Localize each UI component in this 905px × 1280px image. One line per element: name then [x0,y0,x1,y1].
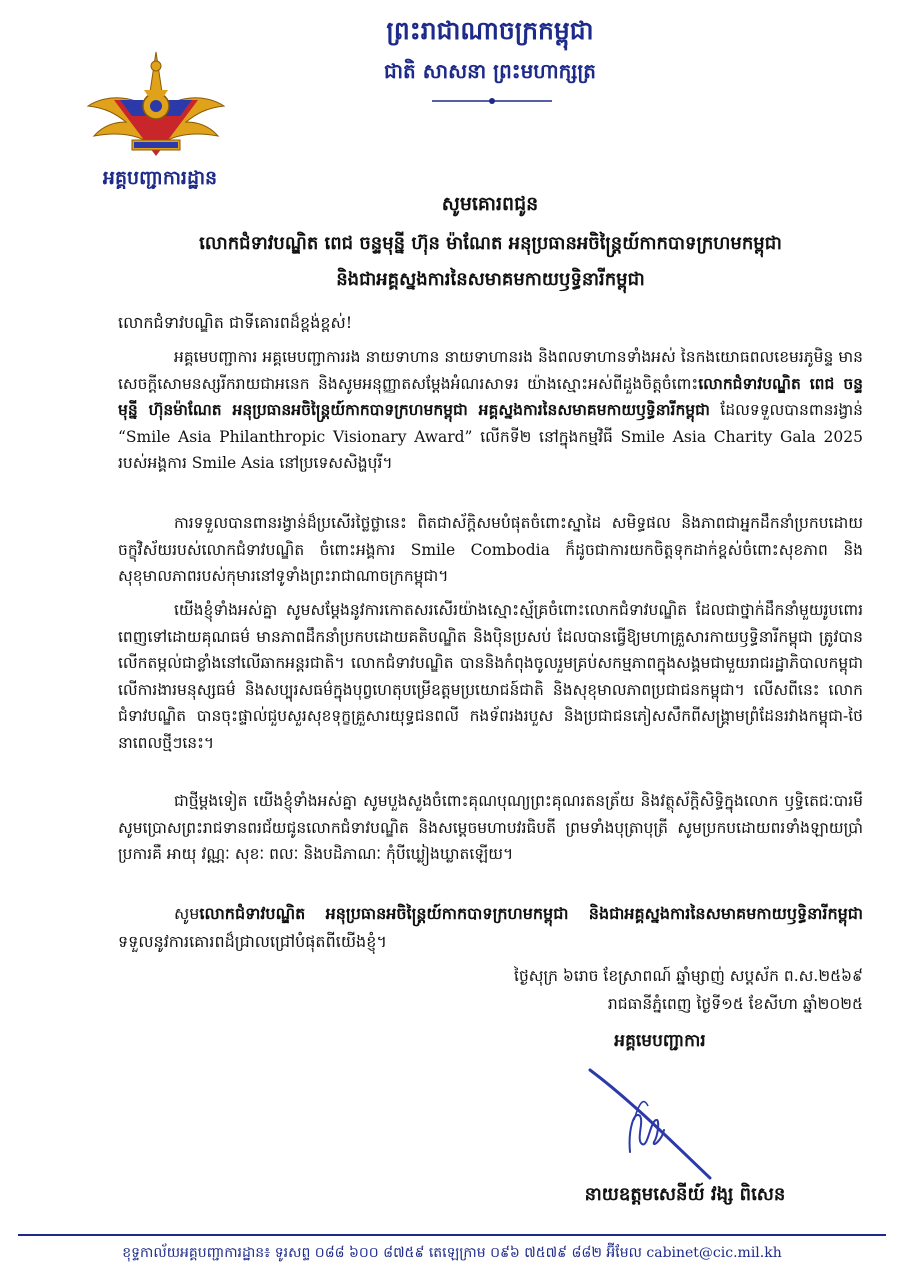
recipient-line-2: និងជាអគ្គស្នងការនៃសមាគមកាយឫទ្ធិនារីកម្ពុជា [336,269,645,290]
paragraph-4: ជាថ្មីម្តងទៀត យើងខ្ញុំទាំងអស់គ្នា សូមបួងសួងចំពោះគុណបុណ្យព្រះគុណរតនត្រ័យ និងវត្ថុស័ក្តិសិទ្ធិក្នុងលោក ឫទ្ធិតេជៈបារមី សូមប្រោសព្រះរាជទានពរជ័យជូនលោកជំទាវបណ្ឌិត និងសម្តេចមហាបវរធិបតី ព្រមទាំងបុត្រាបុត្រី សូមប្រកបដោយពរទាំងឡាយប្រាំប្រការគឺ អាយុ វណ្ណៈ សុខៈ ពលៈ និងបដិភាណៈ កុំបីឃ្លៀងឃ្លាតឡើយ។ [118,792,863,863]
paragraph-1 [118,344,863,477]
footer-contact: ខុទ្ទកាល័យអគ្គបញ្ជាការដ្ឋាន៖ ទូរសព្ទ ០៨៨ ៦០០ ៨៧៥៩ តេឡេក្រាម ០៩៦ ៧៥៧៩ ៨៨២ អ៊ីមែល cabinet@cic.mil.kh [122,1245,782,1261]
paragraph-2: ការទទួលបានពានរង្វាន់ដ៏ប្រសើរថ្លៃថ្លានេះ ពិតជាស័ក្តិសមបំផុតចំពោះស្នាដៃ សមិទ្ធផល និងភាពជាអ្នកដឹកនាំប្រកបដោយចក្ខុវិស័យរបស់លោកជំទាវបណ្ឌិត ចំពោះអង្គការ Smile Combodia ក៏ដូចជាការយកចិត្តទុកដាក់ខ្ពស់ចំពោះសុខភាព និងសុខុមាលភាពរបស់កុមារនៅទូទាំងព្រះរាជាណាចក្រកម្ពុជា។ [118,514,863,585]
recipient-block [118,226,863,298]
paragraph-5-text-b: ទទួលនូវការគោរពដ៏ជ្រាលជ្រៅបំផុតពីយើងខ្ញុំ។ [118,932,387,951]
solar-date: រាជធានីភ្នំពេញ ថ្ងៃទី១៥ ខែសីហា ឆ្នាំ២០២៥ [607,995,863,1013]
paragraph-5 [118,900,863,956]
royal-military-emblem-icon [86,44,226,166]
footer-divider [18,1234,886,1236]
signer-title: អគ្គមេបញ្ជាការ [614,1031,706,1051]
paragraph-1-bold: លោកជំទាវបណ្ឌិត ពេជ ចន្ទមុន្នី ហ៊ុនម៉ាណែត អនុប្រធានអចិន្ត្រៃយ៍កាកបាទក្រហមកម្ពុជា អគ្គស្នងការនៃសមាគមកាយឫទ្ធិនារីកម្ពុជា [118,373,863,419]
handwritten-signature-icon [570,1040,720,1180]
paragraph-1-text-b: ដែលទទួលបានពានរង្វាន់ “Smile Asia Philanthropic Visionary Award” លើកទី២ នៅក្នុងកម្មវិធី Smile Asia Charity Gala 2025 របស់អង្គការ Smile Asia នៅប្រទេសសិង្ហបុរី។ [118,401,863,472]
signer-name: នាយឧត្តមសេនីយ៍ វង្ស ពិសេន [584,1184,786,1205]
kingdom-title: ព្រះរាជាណាចក្រកម្ពុជា [386,16,594,45]
paragraph-3: យើងខ្ញុំទាំងអស់គ្នា សូមសម្តែងនូវការកោតសរសើរយ៉ាងស្មោះស្ម័គ្រចំពោះលោកជំទាវបណ្ឌិត ដែលជាថ្នាក់ដឹកនាំមួយរូបពោរពេញទៅដោយគុណធម៌ មានភាពដឹកនាំប្រកបដោយគតិបណ្ឌិត និងប៉ិនប្រសប់ ដែលបានធ្វើឱ្យមហាគ្រួសារកាយឫទ្ធិនារីកម្ពុជា ត្រូវបានលើកតម្កល់ជាខ្លាំងនៅលើឆាកអន្តរជាតិ។ លោកជំទាវបណ្ឌិត បាននិងកំពុងចូលរួមគ្រប់សកម្មភាពក្នុងសង្គមជាមួយរាជរដ្ឋាភិបាលកម្ពុជា លើការងារមនុស្សធម៌ និងសប្បុរសធម៌ក្នុងបុព្វហេតុបម្រើឧត្តមប្រយោជន៍ជាតិ និងសុខុមាលភាពប្រជាជនកម្ពុជា។ លើសពីនេះ លោកជំទាវបណ្ឌិត បានចុះផ្ទាល់ជួបសួរសុខទុក្ខគ្រួសារយុទ្ធជនពលី កងទ័ពរងរបួស និងប្រជាជនភៀសសឹកពីសង្គ្រាមព្រំដែនរវាងកម្ពុជា-ថៃ នាពេលថ្មីៗនេះ។ [118,601,863,752]
paragraph-5-bold: លោកជំទាវបណ្ឌិត អនុប្រធានអចិន្ត្រៃយ៍កាកបាទក្រហមកម្ពុជា និងជាអគ្គស្នងការនៃសមាគមកាយឫទ្ធិនារីកម្ពុជា [199,904,863,923]
lunar-date: ថ្ងៃសុក្រ ៦រោច ខែស្រាពណ៍ ឆ្នាំម្សាញ់ សប្តស័ក ព.ស.២៥៦៩ [514,967,863,985]
salute-heading: សូមគោរពជូន [441,193,539,215]
paragraph-1-text-a: អគ្គមេបញ្ជាការ អគ្គមេបញ្ជាការរង នាយទាហាន នាយទាហានរង និងពលទាហានទាំងអស់ នៃកងយោធពលខេមរភូមិន្ទ មានសេចក្តីសោមនស្សរីករាយជាអនេក និងសូមអនុញ្ញាតសម្តែងអំណរសាទរ យ៉ាងស្មោះអស់ពីដួងចិត្តចំពោះ [118,348,863,393]
recipient-line-1: លោកជំទាវបណ្ឌិត ពេជ ចន្ទមុន្នី ហ៊ុន ម៉ាណែត អនុប្រធានអចិន្ត្រៃយ៍កាកបាទក្រហមកម្ពុជា [199,233,782,254]
national-motto: ជាតិ សាសនា ព្រះមហាក្សត្រ [384,59,596,83]
greeting: លោកជំទាវបណ្ឌិត ជាទីគោរពដ៏ខ្ពង់ខ្ពស់! [118,313,353,332]
divider-ornament [432,96,552,106]
paragraph-5-text-a: សូម [174,904,200,923]
org-name: អគ្គបញ្ជាការដ្ឋាន [102,167,218,189]
